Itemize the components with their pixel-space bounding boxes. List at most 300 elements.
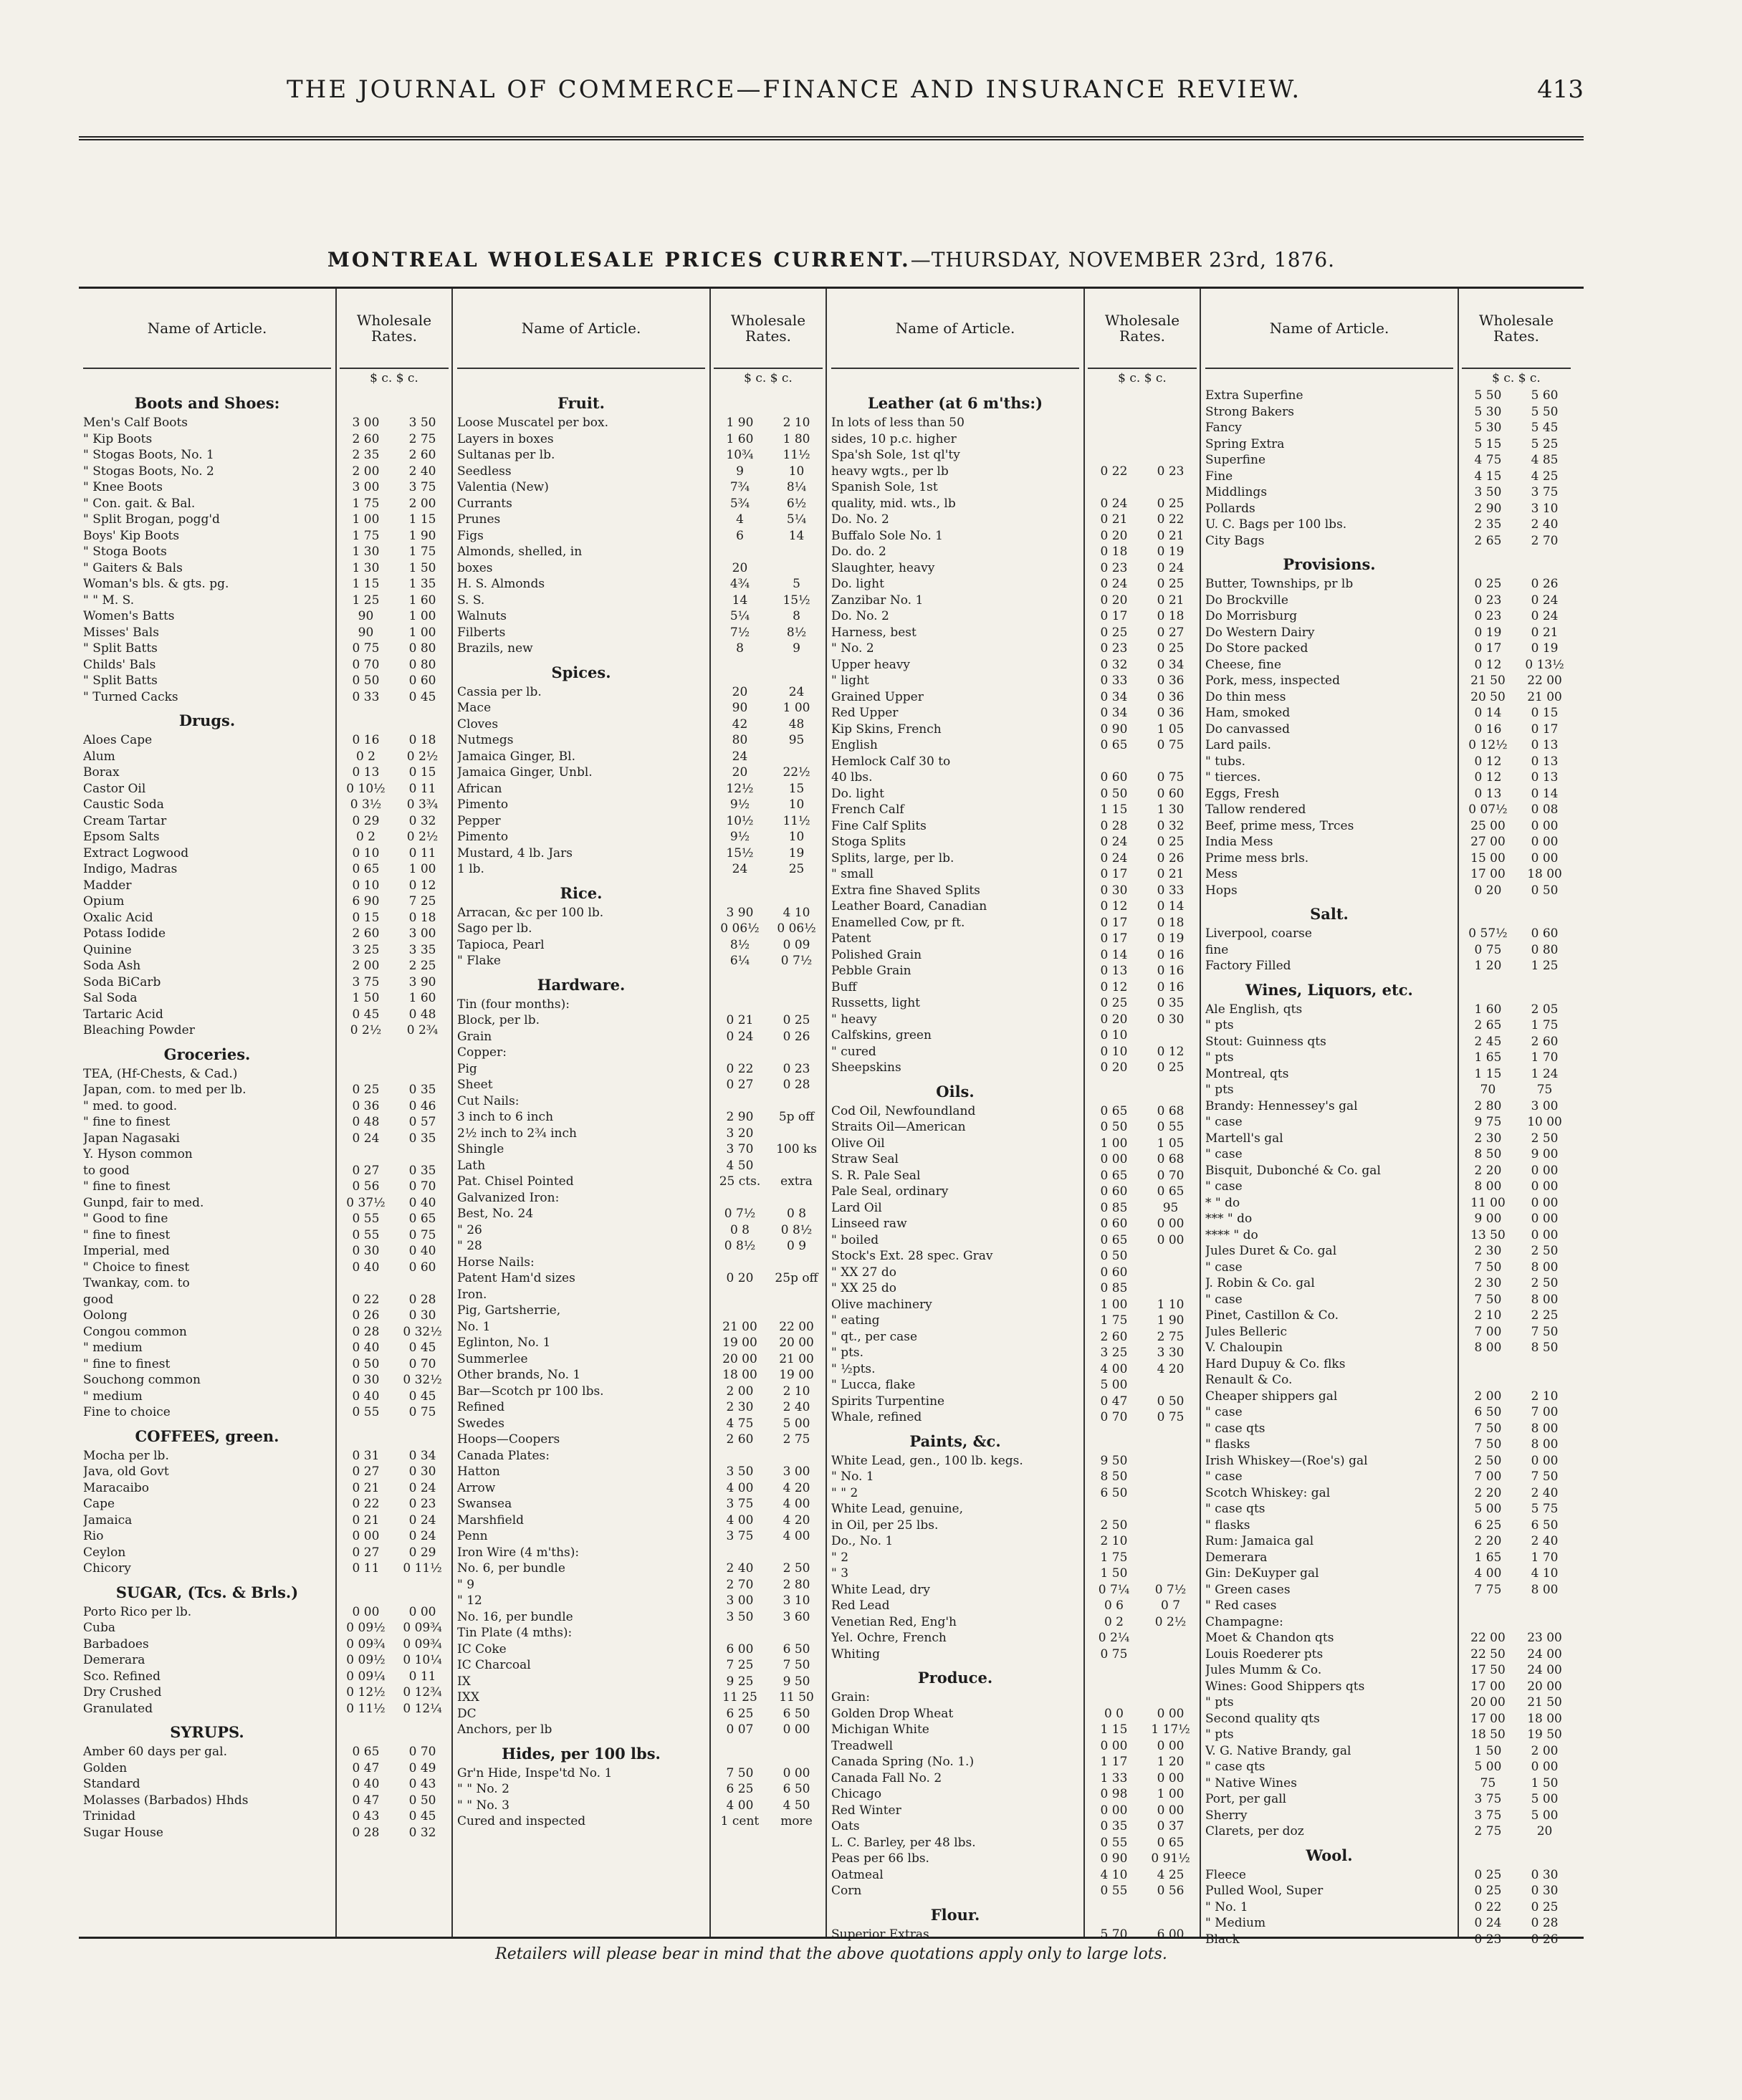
rate-low: 24 (732, 862, 748, 876)
rate-row (340, 560, 449, 577)
rate-row (1462, 769, 1571, 786)
rate-high: 0 18 (1157, 609, 1185, 623)
article-name: " fine to finest (83, 1179, 171, 1194)
rate-low: 0 55 (1100, 1835, 1128, 1850)
article-row (1205, 1179, 1453, 1195)
rate-row (340, 431, 449, 448)
rate-low (1462, 1614, 1514, 1631)
rate-low: 12½ (726, 781, 754, 796)
rate-low: 0 57½ (1468, 926, 1508, 941)
rate-high: 11 50 (779, 1690, 814, 1705)
article-row (1205, 802, 1453, 818)
rate-row (1088, 721, 1197, 738)
article-name: Misses' Bals (83, 625, 159, 640)
rate-row (1088, 1345, 1197, 1361)
rate-high: 2 70 (1531, 533, 1559, 548)
article-name: " Turned Cacks (83, 689, 178, 704)
rate-row (714, 1781, 823, 1798)
rate-high: 2 10 (783, 1384, 810, 1399)
rate-row (714, 1416, 823, 1432)
rate-low: 5 30 (1474, 404, 1502, 419)
rate-row (340, 528, 449, 545)
rate-row (1462, 818, 1571, 835)
rate-row (1462, 926, 1571, 942)
rate-low: 4 00 (726, 1480, 754, 1495)
rate-row (1088, 1818, 1197, 1835)
rate-high: 0 33 (1157, 883, 1185, 898)
rate-high: 95 (1162, 1200, 1179, 1215)
rate-row (714, 1448, 823, 1464)
article-name: Patent (831, 931, 871, 946)
rate-row (714, 764, 823, 781)
rate-high (1144, 1485, 1197, 1502)
article-name: Renault & Co. (1205, 1373, 1293, 1387)
rate-row (1462, 1711, 1571, 1727)
article-name: Prime mess brls. (1205, 850, 1309, 866)
article-name: Pork, mess, inspected (1205, 673, 1341, 688)
article-row (1205, 1566, 1453, 1582)
rate-row (1462, 1727, 1571, 1743)
article-row (83, 544, 331, 560)
article-row (831, 1689, 1079, 1706)
rate-row (714, 593, 823, 609)
article-name: Women's Batts (83, 609, 175, 623)
rate-high: 0 25 (1157, 641, 1185, 656)
rate-low: 8½ (729, 937, 750, 952)
rate-low: 25 cts. (719, 1174, 761, 1189)
rate-high: 24 00 (1527, 1646, 1562, 1662)
rate-high (1144, 1265, 1197, 1281)
article-name: " pts. (831, 1346, 864, 1360)
article-row (831, 1469, 1079, 1485)
rate-high: 1 00 (408, 862, 436, 876)
article-row (83, 764, 331, 781)
rate-high: 75 (1536, 1083, 1553, 1097)
rate-high: 0 25 (783, 1013, 810, 1027)
rate-high: 23 00 (1527, 1631, 1562, 1645)
article-row (457, 1206, 705, 1222)
rate-low: 20 (732, 684, 748, 699)
rate-low: 2 70 (726, 1577, 754, 1592)
rate-row (1462, 1050, 1571, 1066)
rate-high: 2 50 (783, 1561, 810, 1576)
rate-row (1462, 1211, 1571, 1227)
rate-low: 0 40 (352, 1389, 380, 1404)
rate-row (714, 528, 823, 545)
article-name: Sugar House (83, 1825, 163, 1840)
rate-low: 0 7¼ (1098, 1582, 1130, 1597)
rate-high: 95 (788, 733, 805, 747)
article-name: Amber 60 days per gal. (83, 1745, 227, 1759)
article-name: Red Lead (831, 1598, 890, 1613)
rate-low: 6 25 (1474, 1518, 1502, 1533)
rate-low: 0 98 (1100, 1787, 1128, 1801)
rate-high: 5 25 (1531, 436, 1559, 451)
article-row (1205, 1356, 1453, 1373)
article-name: to good (83, 1163, 130, 1178)
rate-row (1088, 1361, 1197, 1378)
rate-low: 0 24 (726, 1029, 754, 1044)
section-title: Wines, Liquors, etc. (1245, 980, 1413, 999)
rate-high: 0 45 (408, 1389, 436, 1404)
rate-high: 0 19 (1157, 545, 1185, 559)
article-name: Pig (457, 1061, 477, 1076)
section-title: Oils. (936, 1082, 975, 1101)
rate-low: 0 13 (352, 765, 380, 780)
rate-row (340, 1825, 449, 1841)
article-row (831, 1598, 1079, 1614)
article-name: Borax (83, 765, 120, 780)
article-row (83, 1146, 331, 1163)
rate-low: 0 12 (1474, 770, 1502, 785)
rate-low: 0 6 (1104, 1598, 1124, 1613)
rate-low: 0 2 (1104, 1614, 1124, 1629)
article-name: Pat. Chisel Pointed (457, 1174, 574, 1189)
rate-high: 0 00 (783, 1722, 810, 1737)
article-name: U. C. Bags per 100 lbs. (1205, 517, 1347, 532)
rate-low: 6 00 (726, 1641, 754, 1656)
article-row (831, 1754, 1079, 1770)
article-name: Hoops—Coopers (457, 1432, 560, 1447)
rate-row (714, 1093, 823, 1110)
article-name: Aloes Cape (83, 733, 153, 747)
rate-low: 22 50 (1470, 1646, 1506, 1662)
rate-row (714, 479, 823, 496)
article-name: good (83, 1292, 114, 1307)
article-name: Oxalic Acid (83, 910, 153, 925)
rate-row (340, 1308, 449, 1324)
article-row (1205, 1324, 1453, 1341)
article-name: " pts (1205, 1695, 1234, 1710)
rate-high (770, 1545, 823, 1561)
rate-low: 0 16 (1474, 721, 1502, 737)
rate-low: 1 60 (1474, 1002, 1502, 1017)
rate-high: 2 50 (1531, 1244, 1559, 1258)
rate-high (770, 1303, 823, 1319)
article-row (83, 1114, 331, 1131)
rate-low: 27 00 (1470, 835, 1506, 849)
rate-row (340, 1372, 449, 1389)
rate-low: 4 00 (726, 1512, 754, 1528)
rate-high: 1 30 (1157, 802, 1185, 817)
rate-high: 0 00 (1531, 1453, 1559, 1468)
table-date: —THURSDAY, NOVEMBER 23rd, 1876. (910, 248, 1336, 272)
article-row (457, 1577, 705, 1593)
article-name: " Stogas Boots, No. 2 (83, 464, 214, 479)
rate-row (1462, 883, 1571, 899)
article-row (1205, 608, 1453, 625)
section-title: Groceries. (163, 1045, 251, 1063)
rate-low: 15 00 (1470, 850, 1506, 866)
rate-row (340, 1636, 449, 1653)
rate-low: 0 10½ (346, 781, 386, 796)
article-name: Louis Roederer pts (1205, 1646, 1324, 1662)
article-row (83, 512, 331, 528)
article-name: Stock's Ext. 28 spec. Grav (831, 1249, 993, 1263)
rate-low: 24 (732, 749, 748, 764)
article-name: Indigo, Madras (83, 862, 178, 876)
rate-high: 2 75 (408, 431, 436, 446)
article-row (457, 1416, 705, 1432)
rate-row (340, 990, 449, 1007)
article-row (831, 431, 1079, 448)
rate-low: 0 23 (1474, 593, 1502, 608)
article-name: Beef, prime mess, Trces (1205, 818, 1354, 833)
article-name: Factory Filled (1205, 959, 1291, 973)
rate-high: 0 49 (408, 1760, 436, 1775)
rate-row (714, 1351, 823, 1368)
rate-high: 1 00 (408, 609, 436, 623)
article-row (457, 496, 705, 512)
article-row (831, 1409, 1079, 1426)
rate-low: 0 50 (1100, 1120, 1128, 1134)
rate-row (1088, 1754, 1197, 1770)
rate-row (1462, 1163, 1571, 1179)
rate-high: 0 13 (1531, 738, 1559, 752)
rate-high: 1 35 (408, 577, 436, 591)
article-row (457, 1109, 705, 1126)
rate-high: 3 30 (1157, 1346, 1185, 1360)
section-title: Salt. (1310, 905, 1349, 923)
article-name: Do thin mess (1205, 689, 1286, 704)
rate-row (1088, 1469, 1197, 1485)
rate-row (1088, 1136, 1197, 1152)
rate-row (340, 657, 449, 673)
rate-low: 6 50 (1474, 1405, 1502, 1419)
article-row (457, 1093, 705, 1110)
article-name: Demerara (1205, 1550, 1268, 1565)
article-name: Spanish Sole, 1st (831, 480, 938, 494)
rate-high: 0 19 (1157, 931, 1185, 946)
article-name: " fine to finest (83, 1227, 171, 1242)
article-row (1205, 754, 1453, 770)
rate-row (1088, 898, 1197, 915)
article-row (457, 415, 705, 431)
rate-low: 1 33 (1100, 1770, 1128, 1785)
rate-row (1088, 1184, 1197, 1200)
rate-high: 8 00 (1531, 1260, 1559, 1275)
article-row (831, 1280, 1079, 1297)
rate-row (1088, 963, 1197, 979)
article-row (1205, 1614, 1453, 1631)
article-name: Cassia per lb. (457, 684, 542, 699)
rate-high: 0 11½ (403, 1561, 442, 1576)
rate-row (340, 1701, 449, 1717)
rate-high (770, 997, 823, 1013)
rate-low: 0 50 (1100, 1249, 1128, 1263)
rate-row (714, 431, 823, 448)
rate-high: 0 45 (408, 1341, 436, 1355)
article-name: Middlings (1205, 485, 1268, 499)
rate-row (1088, 1216, 1197, 1232)
article-name: Extract Logwood (83, 845, 189, 860)
rate-low: 3 75 (726, 1497, 754, 1511)
rate-row (714, 813, 823, 830)
article-name: Pinet, Castillon & Co. (1205, 1308, 1339, 1323)
article-row (831, 1200, 1079, 1217)
rate-row (340, 1007, 449, 1023)
rate-row (1462, 1437, 1571, 1453)
rate-row (1088, 866, 1197, 883)
article-row (831, 1566, 1079, 1582)
article-name: Dry Crushed (83, 1685, 162, 1699)
article-name: TEA, (Hf-Chests, & Cad.) (83, 1066, 238, 1081)
rate-high: 15½ (783, 593, 810, 608)
rate-high: 15 (788, 781, 805, 796)
rate-high: 1 90 (1157, 1313, 1185, 1328)
rate-row (1462, 1114, 1571, 1131)
section-title: Leather (at 6 m'ths:) (867, 394, 1043, 412)
rate-high: 8 00 (1531, 1582, 1559, 1597)
rate-row (1088, 1027, 1197, 1044)
article-row (457, 1319, 705, 1336)
article-name: Do. do. 2 (831, 545, 886, 559)
article-row (83, 926, 331, 942)
rate-low: 0 90 (1100, 1851, 1128, 1866)
rate-high (1144, 1377, 1197, 1394)
rate-high (770, 1625, 823, 1641)
article-name: Bisquit, Dubonché & Co. gal (1205, 1163, 1381, 1178)
rate-row (1088, 1786, 1197, 1803)
rate-low: 1 50 (352, 991, 380, 1005)
rate-row (1462, 1453, 1571, 1469)
rate-low: 0 17 (1100, 867, 1128, 881)
rate-high: 11½ (783, 813, 810, 828)
rate-high: 0 65 (408, 1212, 436, 1226)
rate-row (340, 512, 449, 528)
article-row (457, 1255, 705, 1271)
article-row (83, 1356, 331, 1373)
rate-high: 2 50 (1531, 1276, 1559, 1290)
article-row (83, 1669, 331, 1685)
rate-high: 0 00 (1157, 1217, 1185, 1231)
rate-low (714, 997, 766, 1013)
rate-row (1462, 404, 1571, 421)
rate-high: 1 25 (1531, 959, 1559, 973)
rate-high: 1 00 (408, 625, 436, 640)
article-row (1205, 1759, 1453, 1775)
rate-low: 0 40 (352, 1260, 380, 1275)
article-name: India Mess (1205, 835, 1273, 849)
article-name: Cut Nails: (457, 1093, 520, 1108)
article-name: " Choice to finest (83, 1260, 190, 1275)
rate-high: 0 70 (1157, 1168, 1185, 1183)
article-row (1205, 1899, 1453, 1916)
rate-high: 0 00 (1157, 1803, 1185, 1818)
rate-row (1088, 1738, 1197, 1755)
rate-high: 0 68 (1157, 1152, 1185, 1166)
article-row (457, 1464, 705, 1480)
article-name: " Flake (457, 954, 501, 968)
rate-low: 0 22 (1100, 464, 1128, 479)
rate-low: 1 65 (1474, 1050, 1502, 1065)
article-name: " pts (1205, 1018, 1234, 1032)
rate-row (1088, 995, 1197, 1012)
rate-high (1144, 1453, 1197, 1469)
article-name: Japan, com. to med per lb. (83, 1083, 247, 1097)
rate-low: 0 24 (1100, 577, 1128, 591)
article-name: Buffalo Sole No. 1 (831, 528, 943, 543)
article-name: Valentia (New) (457, 480, 549, 494)
article-row (457, 1545, 705, 1561)
section-spacer (1462, 974, 1571, 1002)
rate-low: 0 25 (1474, 1867, 1502, 1882)
rate-row (340, 1195, 449, 1212)
section-spacer (1088, 1662, 1197, 1689)
article-name: Grain: (831, 1690, 870, 1705)
article-name: Filberts (457, 625, 506, 640)
rate-row (340, 1022, 449, 1039)
rate-high: 2 40 (408, 464, 436, 479)
rate-low: 9 00 (1474, 1212, 1502, 1226)
rate-low: 0 36 (352, 1098, 380, 1113)
rate-high: 6 00 (1157, 1927, 1185, 1942)
rate-row (714, 1061, 823, 1078)
rate-high: 0 56 (1157, 1884, 1185, 1898)
article-name: " flasks (1205, 1518, 1250, 1533)
article-name: Swedes (457, 1416, 504, 1431)
rate-low: 0 20 (1100, 1060, 1128, 1075)
article-row (1205, 673, 1453, 689)
article-name: Oats (831, 1819, 860, 1833)
rate-high: 4 20 (783, 1512, 810, 1528)
article-name: Irish Whiskey—(Roe's) gal (1205, 1453, 1368, 1468)
article-row (1205, 1034, 1453, 1050)
rate-high: 18 00 (1527, 867, 1562, 881)
article-name: Loose Muscatel per box. (457, 416, 608, 430)
article-name: Mess (1205, 867, 1238, 881)
article-row (831, 818, 1079, 835)
rate-row (1462, 1195, 1571, 1212)
rate-low: 0 60 (1100, 1217, 1128, 1231)
rate-row (1088, 528, 1197, 545)
rate-row (340, 861, 449, 878)
article-row (1205, 576, 1453, 593)
rate-high: 0 18 (408, 733, 436, 747)
rate-low: 2 30 (726, 1400, 754, 1414)
rate-row (714, 1399, 823, 1416)
article-name: Block, per lb. (457, 1013, 540, 1027)
rates-column-header: Wholesale Rates. (714, 289, 823, 369)
rate-row (1088, 1883, 1197, 1899)
article-name: Ceylon (83, 1545, 126, 1560)
rate-high: 0 14 (1157, 899, 1185, 914)
section-spacer (1462, 898, 1571, 926)
rate-row (1088, 1689, 1197, 1706)
rate-high (396, 1275, 449, 1292)
article-name: " Native Wines (1205, 1775, 1297, 1790)
rate-row (340, 689, 449, 706)
rate-row (714, 1577, 823, 1593)
rate-high: 0 2½ (406, 749, 439, 764)
article-name: *** " do (1205, 1212, 1253, 1226)
rate-high: 1 10 (1157, 1297, 1185, 1312)
article-name: Japan Nagasaki (83, 1131, 180, 1146)
rate-high: 6 50 (783, 1706, 810, 1721)
rate-high (770, 749, 823, 765)
rate-high: 0 75 (1157, 738, 1185, 752)
article-row (83, 1195, 331, 1212)
section-spacer (340, 1039, 449, 1066)
article-name: Potass Iodide (83, 926, 166, 941)
article-name: " " M. S. (83, 593, 135, 608)
rate-low: 0 2½ (350, 1023, 382, 1037)
rate-low: 0 12 (1100, 899, 1128, 914)
rate-low: 7 75 (1474, 1582, 1502, 1597)
rate-low: 2 60 (1100, 1329, 1128, 1344)
rate-high: 0 29 (408, 1545, 436, 1560)
rate-low: 0 19 (1474, 625, 1502, 640)
